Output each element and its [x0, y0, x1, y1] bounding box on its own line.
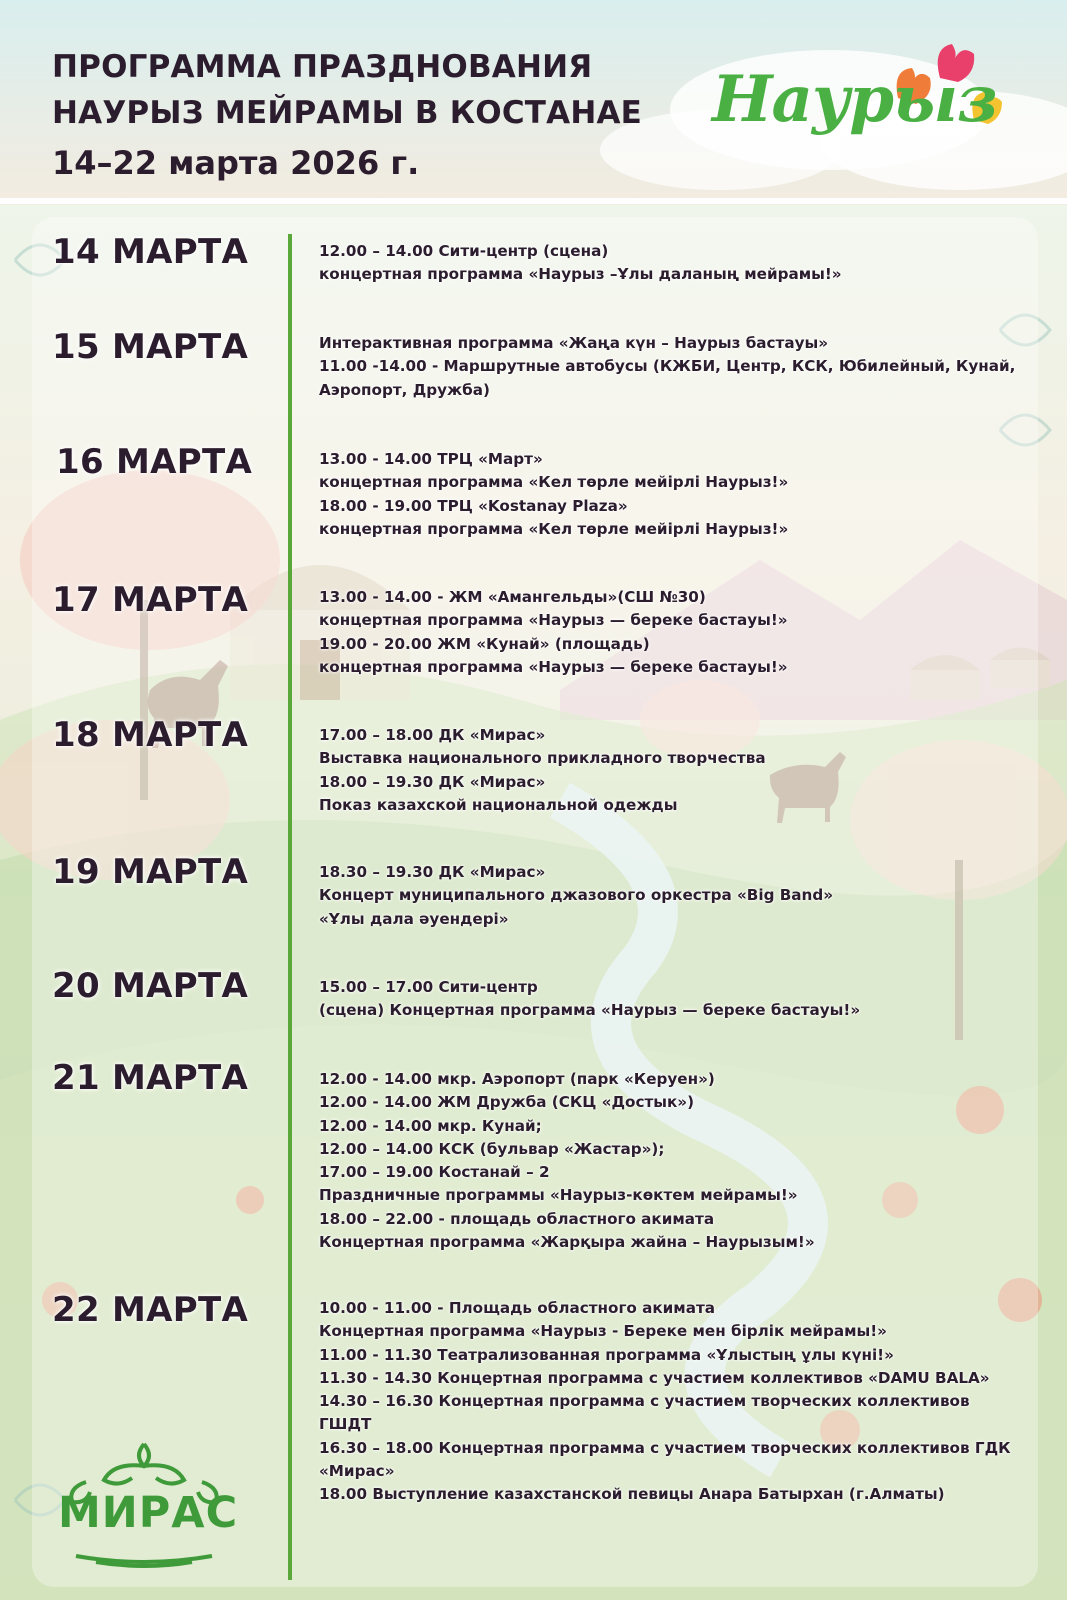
event-line: концертная программа «Кел төрле мейірлі Наурыз!»: [319, 473, 789, 492]
timeline-divider: [288, 234, 292, 1580]
event-line: ГШДТ: [319, 1415, 372, 1434]
event-line: 11.00 -14.00 - Маршрутные автобусы (КЖБИ, Центр, КСК, Юбилейный, Кунай,: [319, 357, 1016, 376]
nauryz-logo: Наурыз: [712, 62, 997, 137]
event-line: Концертная программа «Наурыз - Береке мен бірлік мейрамы!»: [319, 1322, 887, 1341]
day-label-15: 15 МАРТА: [52, 327, 249, 367]
events-17: [319, 586, 1029, 679]
events-15: [319, 332, 1029, 402]
day-label-17: 17 МАРТА: [52, 580, 249, 620]
event-line: 14.30 – 16.30 Концертная программа с участием творческих коллективов: [319, 1392, 970, 1411]
event-line: 17.00 – 18.00 ДК «Мирас»: [319, 726, 546, 744]
event-line: 15.00 – 17.00 Сити-центр: [319, 978, 538, 996]
day-label-18: 18 МАРТА: [52, 715, 249, 755]
event-line: 16.30 – 18.00 Концертная программа с участием творческих коллективов ГДК: [319, 1438, 1011, 1457]
event-line: 18.00 – 22.00 - площадь областного акимата: [319, 1209, 715, 1228]
events-14: [319, 240, 1029, 287]
event-line: Концерт муниципального джазового оркестра «Big Band»: [319, 886, 834, 905]
event-line: 10.00 - 11.00 - Площадь областного акимата: [319, 1299, 716, 1317]
event-line: Показ казахской национальной одежды: [319, 795, 678, 814]
event-line: 12.00 – 14.00 Сити-центр (сцена): [319, 242, 609, 260]
event-line: концертная программа «Наурыз — береке бастауы!»: [319, 657, 788, 676]
page-title: [52, 44, 692, 136]
event-line: 13.00 - 14.00 - ЖМ «Амангельды»(СШ №30): [319, 588, 706, 606]
event-line: Праздничные программы «Наурыз-көктем мейрамы!»: [319, 1186, 798, 1205]
day-label-22: 22 МАРТА: [52, 1290, 249, 1330]
day-label-19: 19 МАРТА: [52, 852, 249, 892]
date-range: 14–22 марта 2026 г.: [52, 144, 420, 182]
event-line: 11.30 - 14.30 Концертная программа с участием коллективов «DAMU BALA»: [319, 1368, 990, 1387]
events-16: [319, 448, 1029, 541]
title-line-2: НАУРЫЗ МЕЙРАМЫ В КОСТАНАЕ: [52, 95, 643, 131]
event-line: концертная программа «Наурыз — береке бастауы!»: [319, 611, 788, 630]
event-line: 12.00 - 14.00 мкр. Аэропорт (парк «Керуен»): [319, 1070, 715, 1088]
event-line: 18.00 – 19.30 ДК «Мирас»: [319, 772, 546, 791]
event-line: 17.00 – 19.00 Костанай – 2: [319, 1163, 550, 1182]
events-21: [319, 1068, 1029, 1254]
event-line: 12.00 - 14.00 мкр. Кунай;: [319, 1116, 542, 1135]
events-22: [319, 1297, 1029, 1507]
event-line: концертная программа «Наурыз –Ұлы даланың мейрамы!»: [319, 265, 842, 284]
event-line: 12.00 - 14.00 ЖМ Дружба (СКЦ «Достык»): [319, 1093, 695, 1112]
day-label-16: 16 МАРТА: [56, 442, 253, 482]
events-20: [319, 976, 1029, 1023]
event-line: Концертная программа «Жарқыра жайна – Наурызым!»: [319, 1233, 815, 1252]
event-line: 12.00 – 14.00 КСК (бульвар «Жастар»);: [319, 1139, 665, 1158]
event-line: 11.00 - 11.30 Театрализованная программа «Ұлыстың ұлы күні!»: [319, 1345, 894, 1364]
event-line: концертная программа «Кел төрле мейірлі Наурыз!»: [319, 519, 789, 538]
header-divider: [0, 198, 1067, 204]
event-line: 18.30 – 19.30 ДК «Мирас»: [319, 863, 546, 881]
event-line: (сцена) Концертная программа «Наурыз — береке бастауы!»: [319, 1001, 861, 1020]
title-line-1: ПРОГРАММА ПРАЗДНОВАНИЯ: [52, 49, 593, 85]
events-19: [319, 861, 1029, 931]
event-line: «Ұлы дала әуендері»: [319, 909, 509, 928]
event-line: Аэропорт, Дружба): [319, 380, 490, 399]
event-line: «Мирас»: [319, 1462, 395, 1481]
event-line: 18.00 Выступление казахстанской певицы Анара Батырхан (г.Алматы): [319, 1485, 945, 1504]
event-line: 13.00 - 14.00 ТРЦ «Март»: [319, 450, 543, 468]
event-line: Интерактивная программа «Жаңа күн – Наурыз бастауы»: [319, 334, 829, 352]
event-line: Выставка национального прикладного творчества: [319, 749, 766, 768]
event-line: 18.00 - 19.00 ТРЦ «Kostanay Plaza»: [319, 496, 628, 515]
day-label-14: 14 МАРТА: [52, 232, 249, 272]
miras-logo-text: МИРАС: [58, 1488, 239, 1538]
event-line: 19.00 - 20.00 ЖМ «Кунай» (площадь): [319, 634, 650, 653]
day-label-21: 21 МАРТА: [52, 1058, 249, 1098]
events-18: [319, 724, 1029, 817]
day-label-20: 20 МАРТА: [52, 966, 249, 1006]
